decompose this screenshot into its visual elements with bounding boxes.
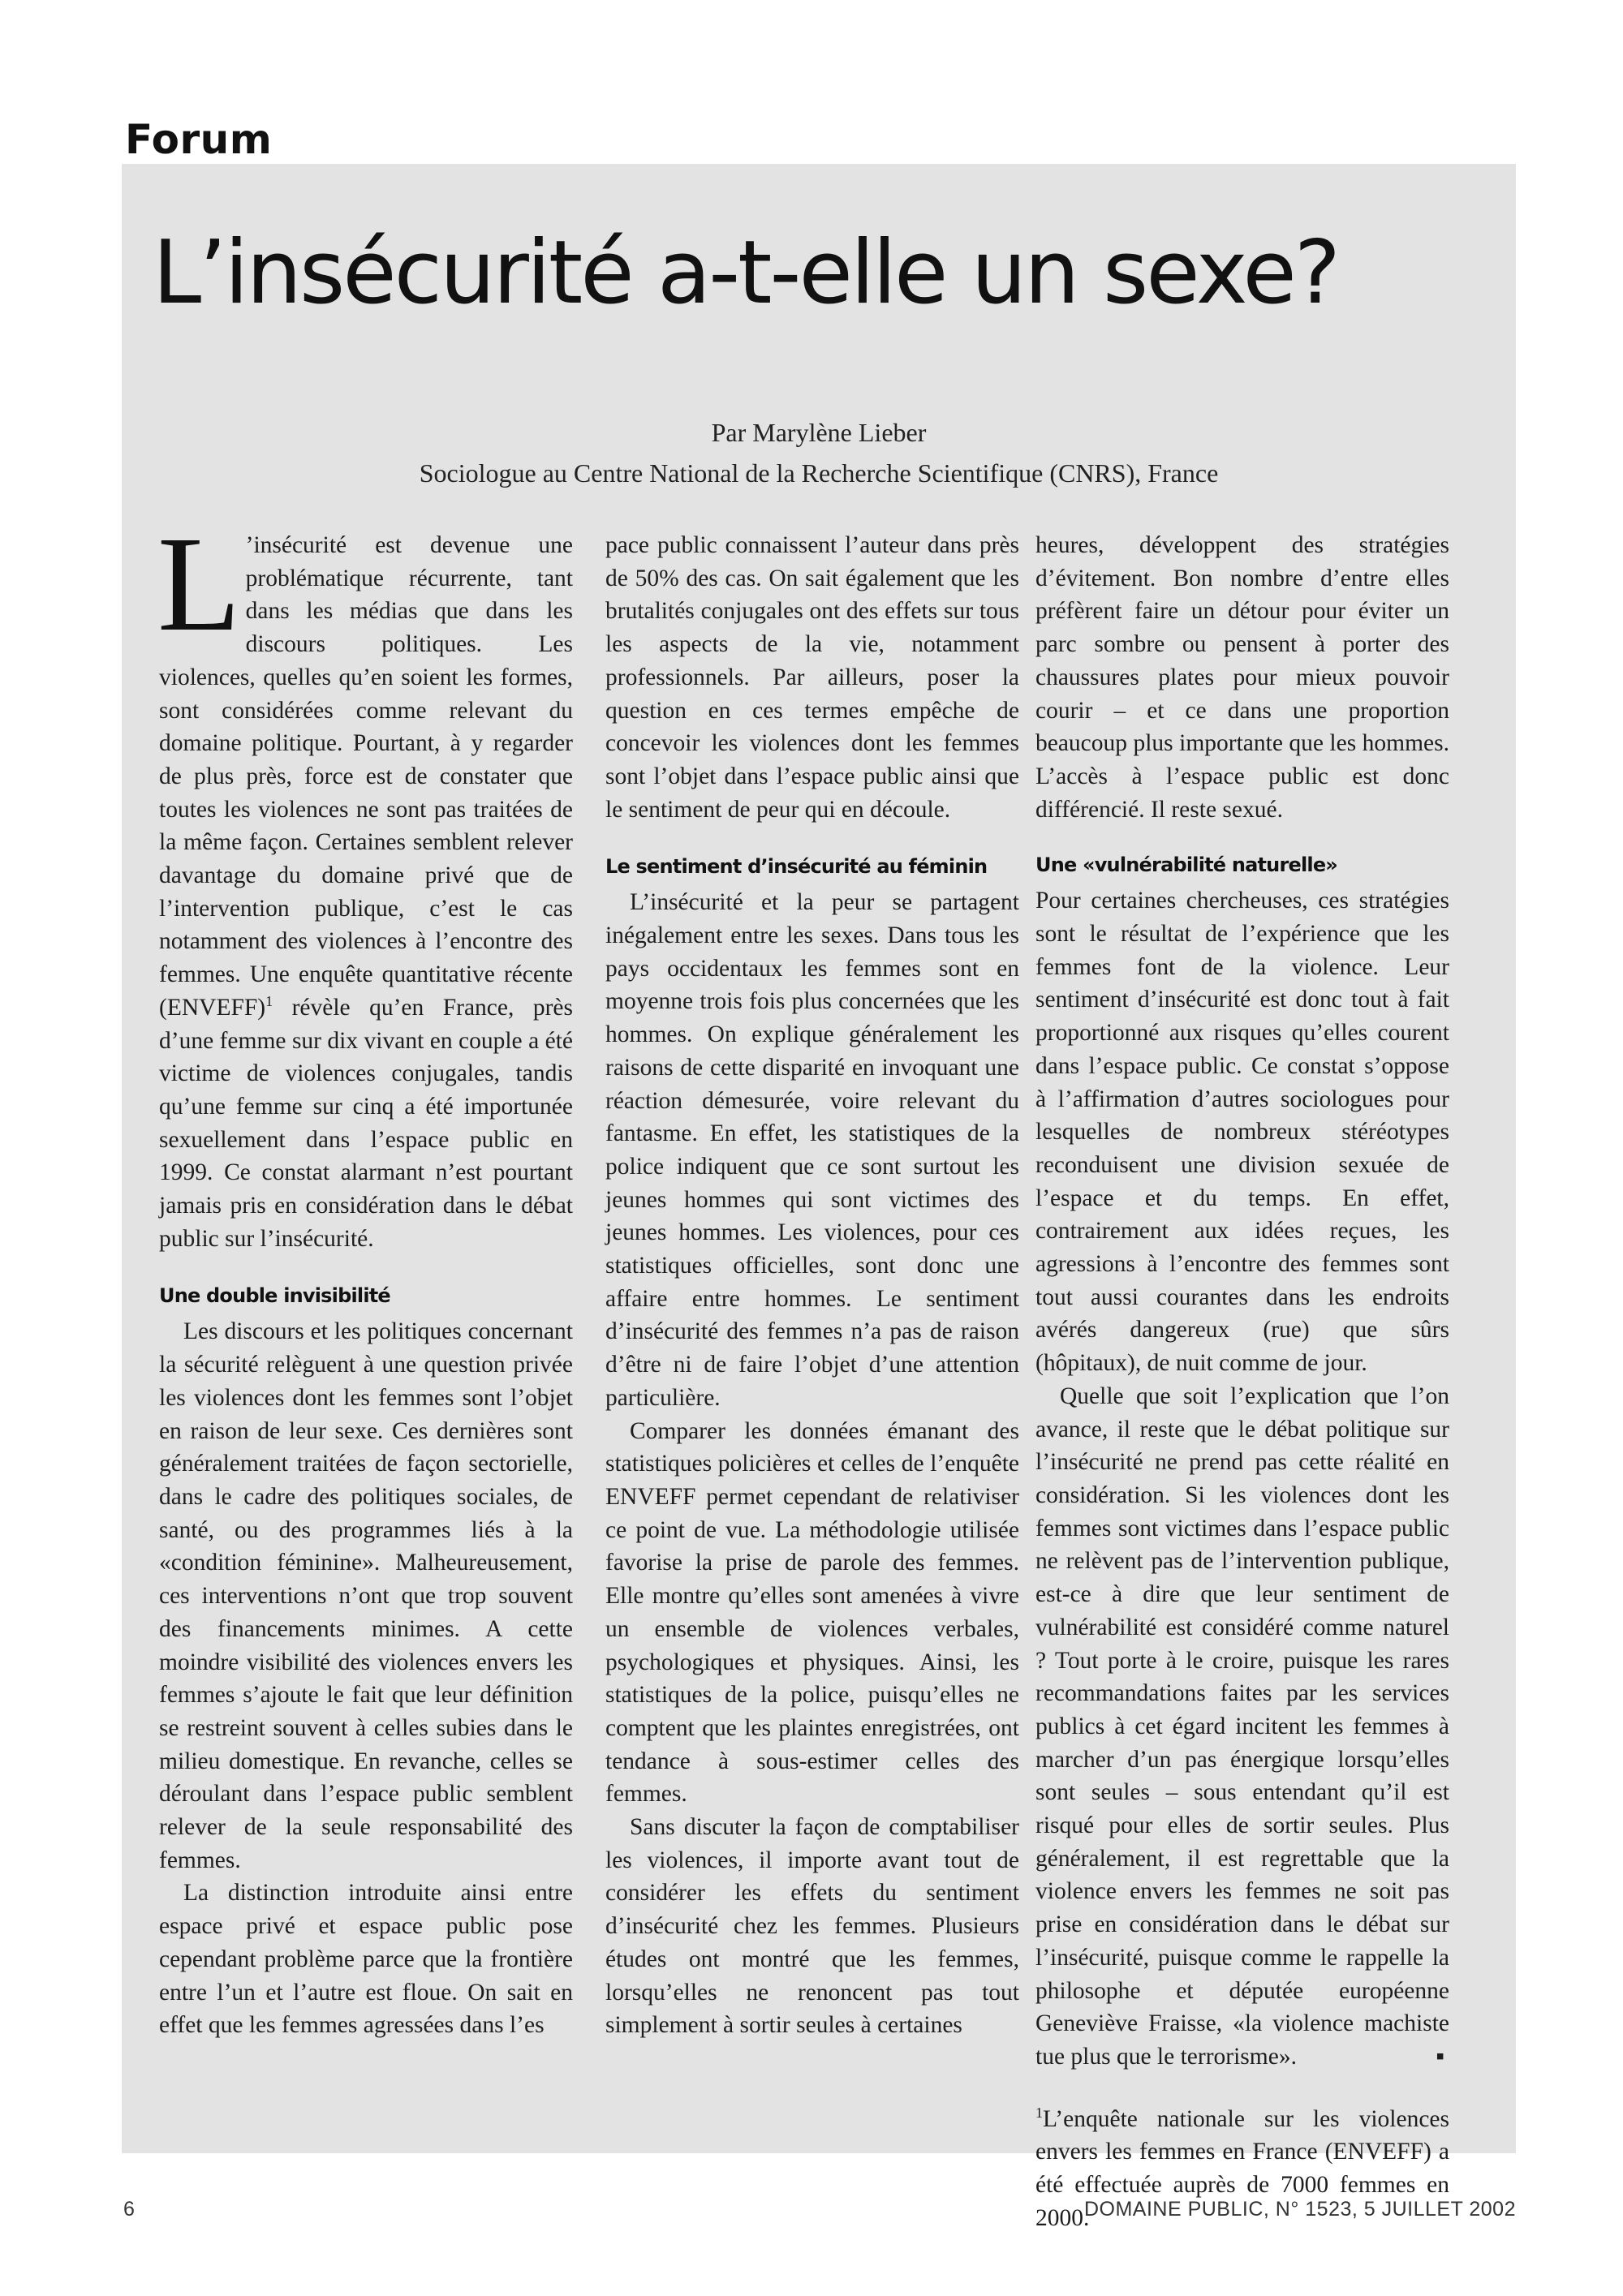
final-text: Quelle que soit l’explication que l’on avance, il reste que le débat politique sur l’insécurité ne prend pas cette réalité en considération. Si les violences dont les femmes sont victimes dans l’espace public ne relèvent pas de l’intervention publique, est-ce à dire que leur sentiment de vulnérabilité est considéré comme naturel ? Tout porte à le croire, puisque les rares recommandations faites par les services publics à cet égard incitent les femmes à marcher d’un pas énergique lorsqu’elles sont seules – sous entendant qu’il est risqué pour elles de sortir seules. Plus généralement, il est regrettable que la violence envers les femmes ne soit pas prise en considération dans le débat sur l’insécurité, puisque comme le rappelle la philosophe et députée européenne Geneviève Fraisse, «la violence machiste tue plus que le terrorisme». [1035, 1382, 1449, 2070]
section-label: Forum [125, 116, 273, 163]
paragraph-continued: pace public connaissent l’auteur dans près de 50% des cas. On sait également que les brutalités conjugales ont des effets sur tous les aspects de la vie, notamment professionnels. Par ailleurs, poser la question en ces termes empêche de concevoir les violences dont les femmes sont l’objet dans l’espace public ainsi que le sentiment de peur qui en découle. [605, 532, 1019, 823]
paragraph: Les discours et les politiques concernant la sécurité relèguent à une question privée les violences dont les femmes sont l’objet en raison de leur sexe. Ces dernières sont généralement traitées de façon sectorielle, dans le cadre des politiques sociales, de santé, ou des programmes liés à la «condition féminine». Malheureusement, ces interventions n’ont que trop souvent des financements minimes. A cette moindre visibilité des violences envers les femmes s’ajoute le fait que leur définition se restreint souvent à celles subies dans le milieu domestique. En revanche, celles se déroulant dans l’espace public semblent relever de la seule responsabilité des femmes. [159, 1318, 573, 1873]
subheading-sentiment-feminin: Le sentiment d’insécurité au féminin [605, 855, 988, 879]
intro-paragraph [157, 509, 573, 1255]
article-column-3 [1035, 529, 1449, 2234]
paragraph: La distinction introduite ainsi entre espace privé et espace public pose cependant problème parce que la frontière entre l’un et l’autre est floue. On sait en effet que les femmes agressées dans l’es [159, 1880, 573, 2039]
paragraph: Comparer les données émanant des statistiques policières et celles de l’enquête ENVEFF permet cependant de relativiser ce point de vue. La méthodologie utilisée favorise la prise de parole des femmes. Elle montre qu’elles sont amenées à vivre un ensemble de violences verbales, psychologiques et physiques. Ainsi, les statistiques de la police, puisqu’elles ne comptent que les plaintes enregistrées, ont tendance à sous-estimer celles des femmes. [605, 1417, 1019, 1808]
end-mark-icon: ▪ [1436, 2042, 1444, 2070]
paragraph: Sans discuter la façon de comptabiliser les violences, il importe avant tout de considérer les effets du sentiment d’insécurité chez les femmes. Plusieurs études ont montré que les femmes, lorsqu’elles ne renoncent pas tout simplement à sortir seules à certaines [605, 1814, 1019, 2039]
footnote-text: L’enquête nationale sur les violences envers les femmes en France (ENVEFF) a été effectuée auprès de 7000 femmes en 2000. [1035, 2105, 1449, 2231]
article-column-2 [605, 529, 1019, 2042]
article-column-1 [157, 509, 573, 2042]
paragraph-continued: heures, développent des stratégies d’évitement. Bon nombre d’entre elles préfèrent faire un détour pour éviter un parc sombre ou pensent à porter des chaussures plates pour mieux pouvoir courir – et ce dans une proportion beaucoup plus importante que les hommes. L’accès à l’espace public est donc différencié. Il reste sexué. [1035, 532, 1449, 823]
article-title: L’insécurité a-t-elle un sexe? [153, 222, 1339, 324]
author-byline: Par Marylène Lieber [711, 418, 927, 447]
page-number: 6 [123, 2198, 135, 2221]
footnote-ref: 1 [265, 993, 273, 1010]
subheading-vulnerabilite-naturelle: Une «vulnérabilité naturelle» [1035, 853, 1338, 877]
subheading-double-invisibilite: Une double invisibilité [159, 1284, 390, 1308]
drop-cap: L [157, 509, 241, 660]
intro-text: ’insécurité est devenue une problématique récurrente, tant dans les médias que dans les discours politiques. Les violences, quelles qu’en soient les formes, sont considérées comme relevant du domaine politique. Pourtant, à y regarder de plus près, force est de constater que toutes les violences ne sont pas traitées de la même façon. Certaines semblent relever davantage du domaine privé que de l’intervention publique, c’est le cas notamment des violences à l’encontre des femmes. Une enquête quantitative récente (ENVEFF) [159, 532, 573, 1021]
paragraph: Pour certaines chercheuses, ces stratégies sont le résultat de l’expérience que les femmes font de la violence. Leur sentiment d’insécurité est donc tout à fait proportionné aux risques qu’elles courent dans l’espace public. Ce constat s’oppose à l’affirmation d’autres sociologues pour lesquelles de nombreux stéréotypes reconduisent une division sexuée de l’espace et du temps. En effet, contrairement aux idées reçues, les agressions à l’encontre des femmes sont tout aussi courantes dans les endroits avérés dangereux (rue) que sûrs (hôpitaux), de nuit comme de jour. [1035, 888, 1449, 1377]
author-affiliation: Sociologue au Centre National de la Recherche Scientifique (CNRS), France [419, 458, 1219, 488]
publication-info: DOMAINE PUBLIC, N° 1523, 5 JUILLET 2002 [1083, 2198, 1516, 2221]
paragraph: L’insécurité et la peur se partagent inégalement entre les sexes. Dans tous les pays occidentaux les femmes sont en moyenne trois fois plus concernées que les hommes. On explique généralement les raisons de cette disparité en invoquant une réaction démesurée, voire relevant du fantasme. En effet, les statistiques de la police indiquent que ce sont surtout les jeunes hommes qui sont victimes des jeunes hommes. Les violences, pour ces statistiques officielles, sont donc une affaire entre hommes. Le sentiment d’insécurité des femmes n’a pas de raison d’être ni de faire l’objet d’une attention particulière. [605, 889, 1019, 1411]
paragraph-final [1035, 1380, 1449, 2074]
intro-text-end: révèle qu’en France, près d’une femme sur dix vivant en couple a été victime de violences conjugales, tandis qu’une femme sur cinq a été importunée sexuellement dans l’espace public en 1999. Ce constat alarmant n’est pourtant jamais pris en considération dans le débat public sur l’insécurité. [159, 994, 573, 1252]
footnote-number: 1 [1035, 2104, 1043, 2121]
